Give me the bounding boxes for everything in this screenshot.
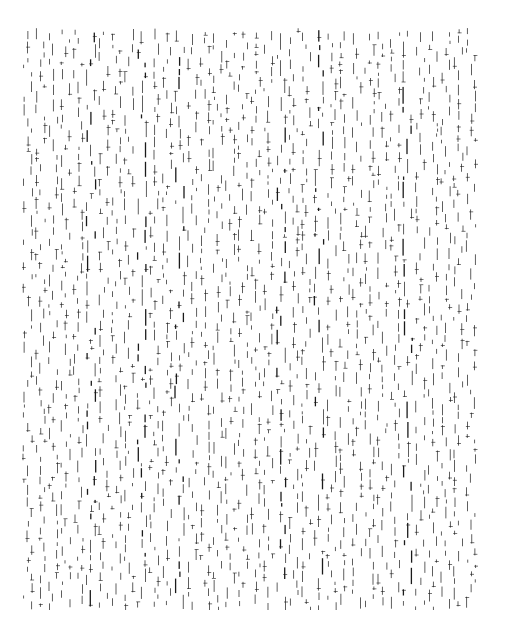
text-column xyxy=(60,30,73,608)
text-column xyxy=(288,28,301,605)
text-column xyxy=(351,33,364,608)
text-column xyxy=(187,34,200,610)
text-column xyxy=(465,28,478,608)
text-column xyxy=(428,31,440,610)
text-column xyxy=(161,33,174,605)
text-column xyxy=(86,33,98,607)
text-column xyxy=(136,31,149,607)
text-column xyxy=(402,31,415,606)
text-column xyxy=(376,32,389,606)
text-column xyxy=(212,33,225,610)
text-column xyxy=(262,31,275,610)
text-column xyxy=(174,31,187,610)
text-column xyxy=(34,28,47,607)
text-column xyxy=(250,33,263,604)
text-column xyxy=(237,32,250,607)
text-column xyxy=(338,31,351,605)
text-column xyxy=(389,32,402,608)
text-column xyxy=(452,29,465,606)
glyph-columns xyxy=(22,28,478,610)
text-column xyxy=(326,34,339,610)
text-column xyxy=(301,33,314,610)
text-column xyxy=(364,34,377,607)
text-column xyxy=(111,34,124,606)
text-column xyxy=(72,30,85,604)
text-column xyxy=(98,32,111,608)
text-column xyxy=(440,32,453,608)
text-column xyxy=(415,32,428,610)
text-column xyxy=(313,30,326,610)
text-column xyxy=(199,32,212,610)
text-column xyxy=(275,33,288,610)
text-column xyxy=(224,32,237,607)
text-column xyxy=(148,29,161,607)
text-column xyxy=(22,31,35,609)
text-column xyxy=(47,33,60,610)
text-column xyxy=(123,29,136,610)
rotated-text-block xyxy=(22,28,478,610)
